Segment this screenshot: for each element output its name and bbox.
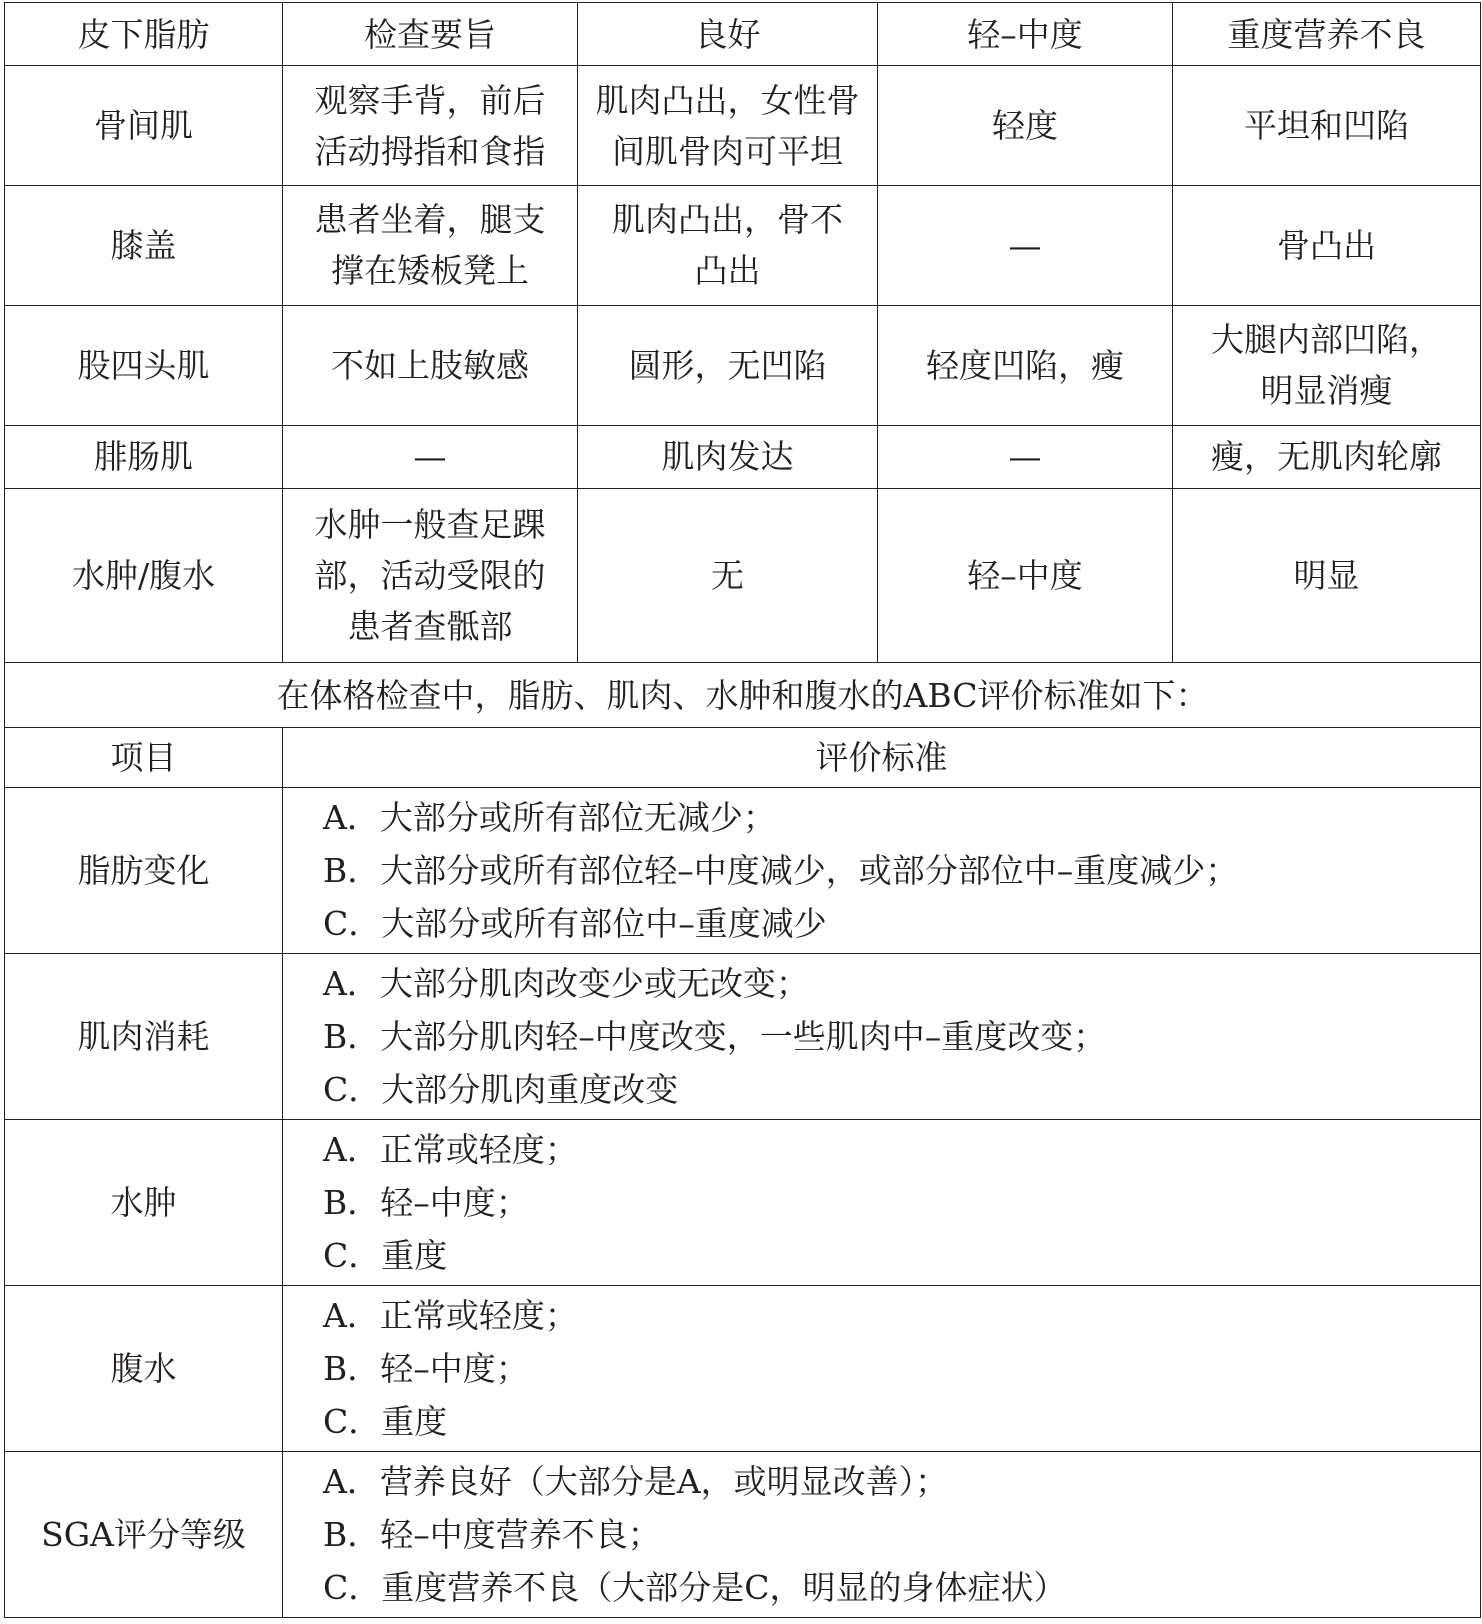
mild-cell [878,425,1173,488]
method-cell [283,488,578,662]
table-row [5,305,1481,425]
criteria-cell [283,953,1481,1119]
cell-line: 不如上肢敏感 [331,345,529,385]
severe-cell [1173,305,1481,425]
criteria-line: A．正常或轻度； [323,1129,578,1169]
cell-line: 肌肉凸出，骨不 [612,200,843,240]
good-cell [578,488,878,662]
criteria-line: B．轻–中度； [323,1348,529,1388]
mild-cell [878,186,1173,306]
header-cell: 重度营养不良 [1173,3,1481,66]
cell-line: 明显 [1293,555,1360,595]
cell-line: 瘦，无肌肉轮廓 [1211,437,1442,477]
criteria-line: A．大部分肌肉改变少或无改变； [323,963,809,1003]
criteria-line: C．重度 [323,1401,448,1441]
cell-line: 观察手背，前后 [314,80,546,120]
cell-line: 水肿一般查足踝 [314,504,546,544]
good-cell [578,186,878,306]
cell-line: 大腿内部凹陷， [1211,320,1442,360]
severe-cell [1173,425,1481,488]
criteria-cell [283,1451,1481,1617]
criteria-line: C．大部分肌肉重度改变 [323,1069,679,1109]
site-cell [5,186,283,306]
cell-line: 轻度凹陷，瘦 [926,345,1124,385]
site-cell [5,305,283,425]
criteria-cell [283,1119,1481,1285]
severe-cell [1173,488,1481,662]
cell-line: 水肿/腹水 [71,555,216,595]
table-row [5,1451,1481,1617]
criteria-line: B．大部分或所有部位轻–中度减少，或部分部位中–重度减少； [323,850,1239,890]
table-row [5,1285,1481,1451]
item-cell: 水肿 [5,1119,283,1285]
site-cell [5,66,283,186]
cell-line: 间肌骨肉可平坦 [612,131,843,171]
criteria-line: B．轻–中度； [323,1182,529,1222]
header-cell: 良好 [578,3,878,66]
item-cell: SGA评分等级 [5,1451,283,1617]
item-cell: 腹水 [5,1285,283,1451]
table-row [5,66,1481,186]
criteria-line: B．大部分肌肉轻–中度改变，一些肌肉中–重度改变； [323,1016,1107,1056]
header-cell: 评价标准 [283,728,1481,787]
cell-line: 明显消瘦 [1260,371,1393,411]
good-cell [578,425,878,488]
item-cell: 脂肪变化 [5,787,283,953]
cell-line: 腓肠肌 [94,437,193,477]
cell-line: 撑在矮板凳上 [331,251,529,291]
severe-cell [1173,66,1481,186]
cell-line: 轻–中度 [967,555,1083,595]
criteria-line: A．营养良好（大部分是A，或明显改善）； [323,1461,949,1501]
table-row [5,1119,1481,1285]
method-cell [283,305,578,425]
cell-line: 凸出 [694,251,761,291]
cell-line: 平坦和凹陷 [1244,106,1409,146]
intro-text: 在体格检查中，脂肪、肌肉、水肿和腹水的ABC评价标准如下： [5,663,1481,728]
header-cell: 检查要旨 [283,3,578,66]
mild-cell [878,488,1173,662]
criteria-cell [283,787,1481,953]
table-row [5,186,1481,306]
method-cell [283,186,578,306]
cell-line: 骨凸出 [1277,225,1376,265]
criteria-line: C．大部分或所有部位中–重度减少 [323,903,827,943]
criteria-line: B．轻–中度营养不良； [323,1514,661,1554]
mild-cell [878,305,1173,425]
cell-line: 膝盖 [110,225,177,265]
site-cell [5,425,283,488]
table-row [5,953,1481,1119]
header-cell: 轻–中度 [878,3,1173,66]
item-cell: 肌肉消耗 [5,953,283,1119]
criteria-cell [283,1285,1481,1451]
cell-line: 活动拇指和食指 [314,131,546,171]
cell-line: — [1008,437,1042,477]
cell-line: — [1008,225,1042,265]
criteria-line: A．大部分或所有部位无减少； [323,797,776,837]
cell-line: 患者查骶部 [347,607,513,647]
cell-line: — [413,437,447,477]
header-cell: 项目 [5,728,283,787]
header-cell: 皮下脂肪 [5,3,283,66]
cell-line: 患者坐着，腿支 [314,200,546,240]
severe-cell [1173,186,1481,306]
table1-header-row [5,3,1481,66]
good-cell [578,305,878,425]
cell-line: 部，活动受限的 [314,555,546,595]
table-row [5,488,1481,662]
method-cell [283,425,578,488]
good-cell [578,66,878,186]
criteria-line: C．重度 [323,1235,448,1275]
mild-cell [878,66,1173,186]
cell-line: 肌肉凸出，女性骨 [595,80,860,120]
cell-line: 圆形，无凹陷 [628,345,827,385]
table-row [5,787,1481,953]
criteria-line: A．正常或轻度； [323,1295,578,1335]
intro-row [5,663,1481,728]
table-row [5,425,1481,488]
cell-line: 股四头肌 [77,345,210,385]
cell-line: 无 [711,555,744,595]
table2-header-row [5,728,1481,787]
method-cell [283,66,578,186]
sga-assessment-table [4,2,1481,1618]
cell-line: 轻度 [992,106,1058,146]
criteria-line: C．重度营养不良（大部分是C，明显的身体症状） [323,1567,1067,1607]
cell-line: 骨间肌 [94,106,193,146]
cell-line: 肌肉发达 [661,437,794,477]
site-cell [5,488,283,662]
